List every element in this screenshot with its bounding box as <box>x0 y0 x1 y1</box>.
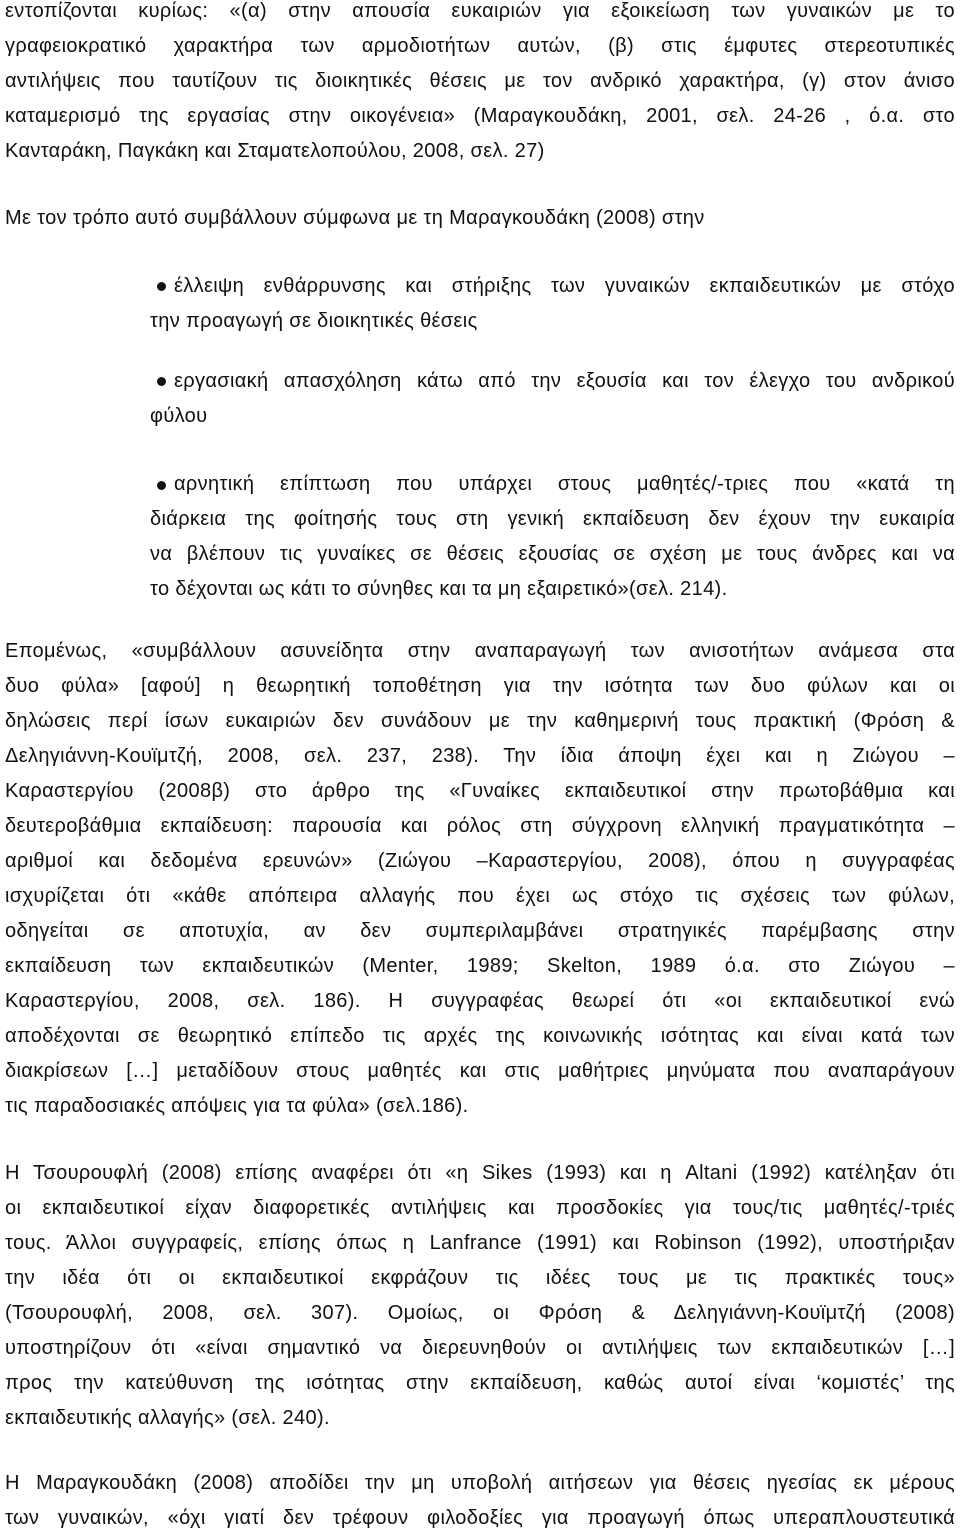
text-line: ισχυρίζεται ότι «κάθε απόπειρα αλλαγής που έχει ως στόχο τις σχέσεις των φύλων, <box>5 885 955 907</box>
text-line: οδηγείται σε αποτυχία, αν δεν συμπεριλαμβάνει στρατηγικές παρέμβασης στην <box>5 920 955 942</box>
text-line: διακρίσεων […] μεταδίδουν στους μαθητές και στις μαθήτριες μηνύματα που αναπαράγουν <box>5 1060 955 1082</box>
bullet-item <box>150 269 955 339</box>
text-line: υποστηρίζουν ότι «είναι σημαντικό να διερευνηθούν οι αντιλήψεις των εκπαιδευτικών […] <box>5 1337 955 1359</box>
text-line: την ιδέα ότι οι εκπαιδευτικοί εκφράζουν τις ιδέες τους με τις πρακτικές τους» <box>5 1267 955 1289</box>
bullet-item <box>150 364 955 434</box>
text-line: Καραστεργίου, 2008, σελ. 186). Η συγγραφέας θεωρεί ότι «οι εκπαιδευτικοί ενώ <box>5 990 955 1012</box>
text-line: Η Τσουρουφλή (2008) επίσης αναφέρει ότι «η Sikes (1993) και η Altani (1992) κατέληξαν ότι <box>5 1162 955 1184</box>
text-line: Με τον τρόπο αυτό συμβάλλουν σύμφωνα με τη Μαραγκουδάκη (2008) στην <box>5 207 705 229</box>
text-line: των γυναικών, «όχι γιατί δεν τρέφουν φιλοδοξίες για προαγωγή όπως υπεραπλουστευτικά <box>5 1507 955 1529</box>
text-line: τις παραδοσιακές απόψεις για τα φύλα» (σελ.186). <box>5 1095 469 1117</box>
text-line: προς την κατεύθυνση της ισότητας στην εκπαίδευση, καθώς αυτοί είναι ‘κομιστές’ της <box>5 1372 955 1394</box>
text-line: εκπαιδευτικής αλλαγής» (σελ. 240). <box>5 1407 330 1429</box>
text-line: να βλέπουν τις γυναίκες σε θέσεις εξουσίας σε σχέση με τους άνδρες και να <box>150 543 955 565</box>
text-line: τους. Άλλοι συγγραφείς, επίσης όπως η Lanfrance (1991) και Robinson (1992), υποστήριξαν <box>5 1232 955 1254</box>
text-line: Κανταράκη, Παγκάκη και Σταματελοπούλου, 2008, σελ. 27) <box>5 140 545 162</box>
text-line: δυο φύλα» [αφού] η θεωρητική τοποθέτηση για την ισότητα των δυο φύλων και οι <box>5 675 955 697</box>
text-line: αριθμοί και δεδομένα ερευνών» (Ζιώγου –Καραστεργίου, 2008), όπου η συγγραφέας <box>5 850 955 872</box>
text-line: εργασιακή απασχόληση κάτω από την εξουσία και τον έλεγχο του ανδρικού <box>174 370 955 392</box>
text-line: Δεληγιάννη-Κουϊμτζή, 2008, σελ. 237, 238). Την ίδια άποψη έχει και η Ζιώγου – <box>5 745 955 767</box>
text-line: την προαγωγή σε διοικητικές θέσεις <box>150 310 478 332</box>
text-line: αρνητική επίπτωση που υπάρχει στους μαθητές/-τριες που «κατά τη <box>174 473 955 495</box>
text-line: καταμερισμό της εργασίας στην οικογένεια» (Μαραγκουδάκη, 2001, σελ. 24-26 , ό.α. στο <box>5 105 955 127</box>
text-line: φύλου <box>150 405 208 427</box>
lead-sentence <box>5 201 955 236</box>
text-line: διάρκεια της φοίτησής τους στη γενική εκπαίδευση δεν έχουν την ευκαιρία <box>150 508 955 530</box>
body-paragraph <box>5 1156 955 1436</box>
text-line: γραφειοκρατικό χαρακτήρα των αρμοδιοτήτων αυτών, (β) στις έμφυτες στερεοτυπικές <box>5 35 955 57</box>
text-line: δευτεροβάθμια εκπαίδευση: παρουσία και ρόλος στη σύγχρονη ελληνική πραγματικότητα – <box>5 815 955 837</box>
text-line: Καραστεργίου (2008β) στο άρθρο της «Γυναίκες εκπαιδευτικοί στην πρωτοβάθμια και <box>5 780 955 802</box>
bullet-item <box>150 467 955 607</box>
text-line: (Τσουρουφλή, 2008, σελ. 307). Ομοίως, οι Φρόση & Δεληγιάννη-Κουϊμτζή (2008) <box>5 1302 955 1324</box>
text-line: Επομένως, «συμβάλλουν ασυνείδητα στην αναπαραγωγή των ανισοτήτων ανάμεσα στα <box>5 640 955 662</box>
text-line: έλλειψη ενθάρρυνσης και στήριξης των γυναικών εκπαιδευτικών με στόχο <box>174 275 955 297</box>
text-line: εντοπίζονται κυρίως: «(α) στην απουσία ευκαιριών για εξοικείωση των γυναικών με το <box>5 0 955 22</box>
text-line: αντιλήψεις που ταυτίζουν τις διοικητικές θέσεις με τον ανδρικό χαρακτήρα, (γ) στον άνισο <box>5 70 955 92</box>
text-line: Η Μαραγκουδάκη (2008) αποδίδει την μη υποβολή αιτήσεων για θέσεις ηγεσίας εκ μέρους <box>5 1472 955 1494</box>
text-line: οι εκπαιδευτικοί είχαν διαφορετικές αντιλήψεις και προσδοκίες για τους/τις μαθητές/-τριές <box>5 1197 955 1219</box>
text-line: δηλώσεις περί ίσων ευκαιριών δεν συνάδουν με την καθημερινή τους πρακτική (Φρόση & <box>5 710 955 732</box>
text-line: το δέχονται ως κάτι το σύνηθες και τα μη εξαιρετικό»(σελ. 214). <box>150 578 728 600</box>
text-line: εκπαίδευση των εκπαιδευτικών (Menter, 1989; Skelton, 1989 ό.α. στο Ζιώγου – <box>5 955 955 977</box>
body-paragraph <box>5 1466 955 1536</box>
intro-paragraph <box>5 0 955 169</box>
text-line: αποδέχονται σε θεωρητικό επίπεδο τις αρχές της κοινωνικής ισότητας και είναι κατά των <box>5 1025 955 1047</box>
body-paragraph <box>5 634 955 1124</box>
